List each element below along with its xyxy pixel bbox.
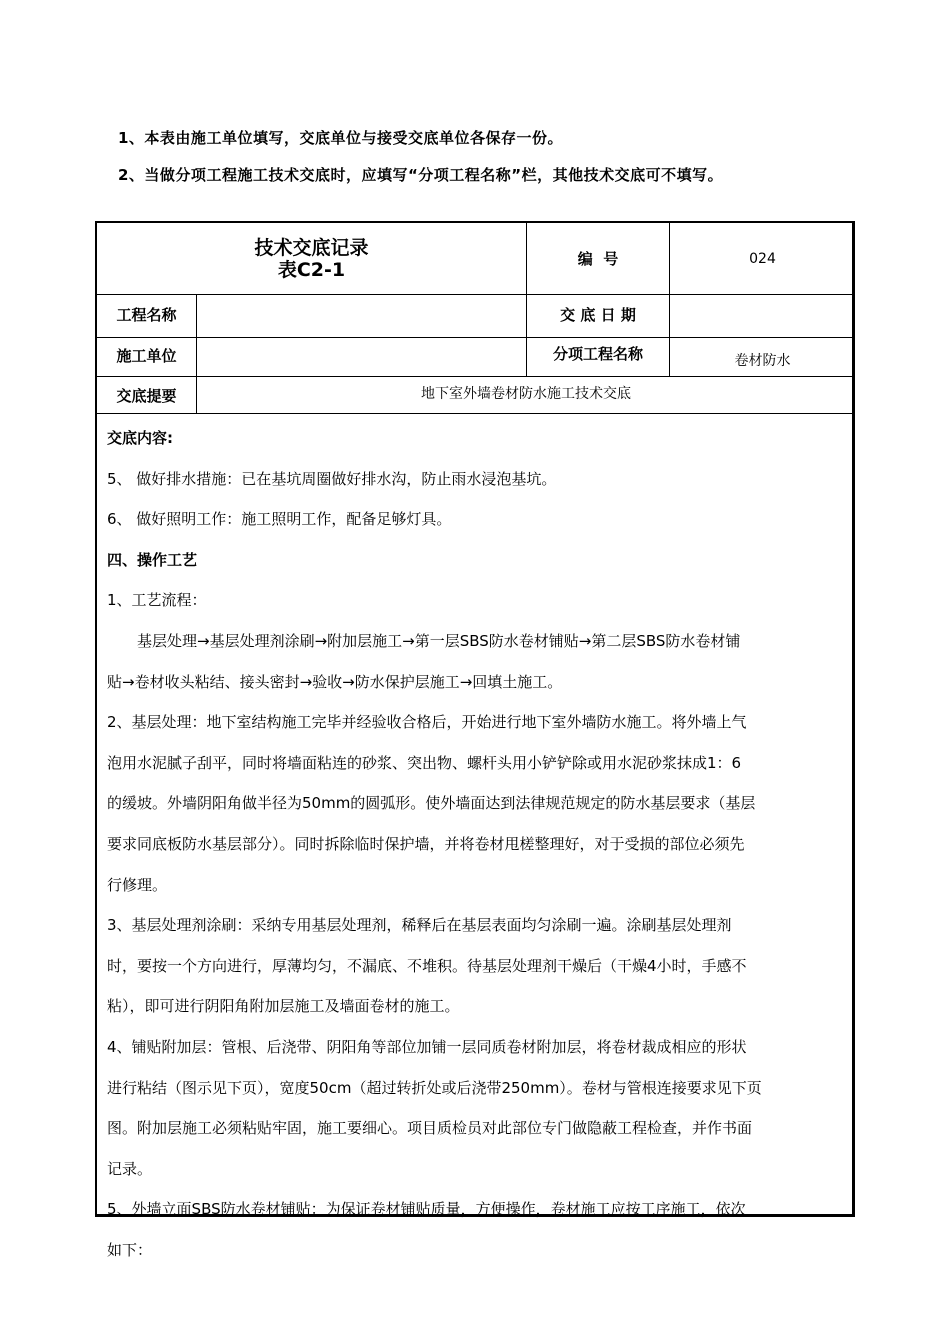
content-line: 3、基层处理剂涂刷：采纳专用基层处理剂，稀释后在基层表面均匀涂刷一遍。涂刷基层处理剂 — [107, 916, 732, 935]
content-line: 进行粘结（图示见下页），宽度50cm（超过转折处或后浇带250mm）。卷材与管根连接要求见下页 — [107, 1078, 762, 1097]
form-title-cell — [97, 223, 526, 294]
content-line: 4、铺贴附加层：管根、后浇带、阴阳角等部位加铺一层同质卷材附加层，将卷材裁成相应的形状 — [107, 1037, 747, 1056]
technical-disclosure-form — [95, 221, 855, 1259]
construction-unit-label: 施工单位 — [116, 346, 177, 365]
instruction-note-2: 2、当做分项工程施工技术交底时，应填写“分项工程名称”栏，其他技术交底可不填写。 — [118, 166, 724, 184]
content-line: 泡用水泥腻子刮平，同时将墙面粘连的砂浆、突出物、螺杆头用小铲铲除或用水泥砂浆抹成1：6 — [107, 753, 742, 772]
content-line: 基层处理→基层处理剂涂刷→附加层施工→第一层SBS防水卷材铺贴→第二层SBS防水卷材铺 — [137, 631, 741, 650]
number-value: 024 — [749, 250, 776, 267]
content-line: 1、工艺流程： — [107, 591, 207, 610]
content-line: 行修理。 — [107, 875, 168, 894]
construction-unit-field[interactable] — [197, 338, 526, 376]
row-divider — [97, 413, 852, 414]
content-line: 2、基层处理：地下室结构施工完毕并经验收合格后，开始进行地下室外墙防水施工。将外墙上气 — [107, 713, 747, 732]
form-title: 技术交底记录 — [254, 236, 369, 259]
content-line: 5、外墙立面SBS防水卷材铺贴：为保证卷材铺贴质量，方便操作，卷材施工应按工序施工，依次 — [107, 1200, 746, 1219]
summary-label: 交底提要 — [116, 386, 177, 405]
content-line: 的缓坡。外墙阴阳角做半径为50mm的圆弧形。使外墙面达到法律规范规定的防水基层要求（基层 — [107, 794, 756, 813]
form-code: 表C2-1 — [277, 258, 346, 281]
disclosure-date-field[interactable] — [670, 295, 855, 337]
content-line: 要求同底板防水基层部分）。同时拆除临时保护墙，并将卷材甩槎整理好，对于受损的部位必须先 — [107, 834, 745, 853]
content-line: 时，要按一个方向进行，厚薄均匀，不漏底、不堆积。待基层处理剂干燥后（干燥4小时，手感不 — [107, 956, 747, 975]
content-line: 6、 做好照明工作：施工照明工作，配备足够灯具。 — [107, 510, 452, 529]
disclosure-content — [107, 418, 842, 1270]
content-line: 如下： — [107, 1240, 153, 1259]
content-line: 5、 做好排水措施：已在基坑周圈做好排水沟，防止雨水浸泡基坑。 — [107, 469, 557, 488]
content-line: 贴→卷材收头粘结、接头密封→验收→防水保护层施工→回填土施工。 — [107, 672, 563, 691]
content-line: 图。附加层施工必须粘贴牢固，施工要细心。项目质检员对此部位专门做隐蔽工程检查，并作书面 — [107, 1119, 753, 1138]
content-line: 粘），即可进行阴阳角附加层施工及墙面卷材的施工。 — [107, 997, 460, 1016]
section-heading: 四、操作工艺 — [107, 550, 198, 569]
content-heading: 交底内容: — [107, 429, 173, 447]
instruction-note-1: 1、本表由施工单位填写，交底单位与接受交底单位各保存一份。 — [118, 129, 563, 147]
project-name-field[interactable] — [197, 295, 526, 337]
subitem-name-value: 卷材防水 — [734, 353, 791, 369]
summary-value: 地下室外墙卷材防水施工技术交底 — [421, 386, 631, 402]
project-name-label: 工程名称 — [116, 305, 177, 324]
number-label: 编 号 — [577, 250, 619, 268]
subitem-name-label: 分项工程名称 — [552, 344, 643, 363]
content-line: 记录。 — [107, 1159, 153, 1178]
disclosure-date-label: 交 底 日 期 — [560, 305, 636, 324]
